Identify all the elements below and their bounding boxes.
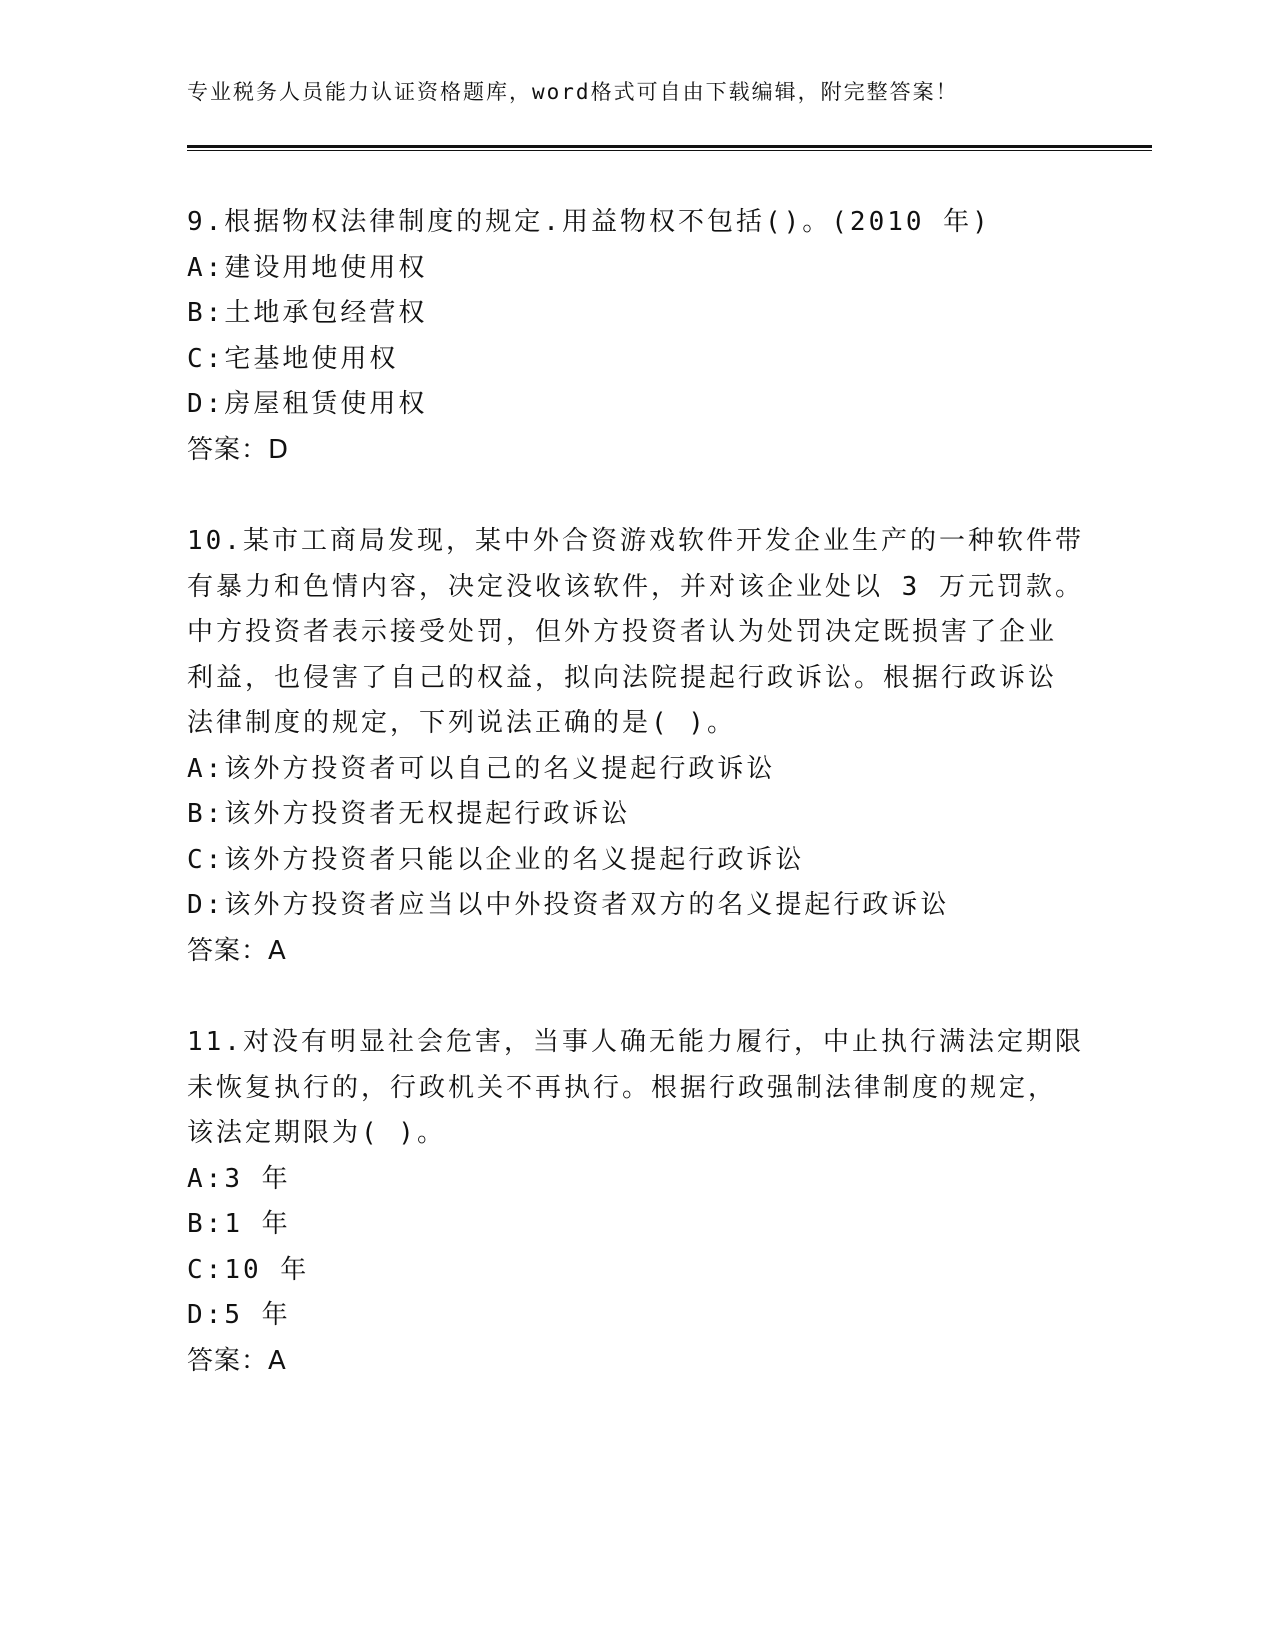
question-10 <box>187 519 1087 974</box>
option-d <box>187 382 1087 428</box>
option-text: 该外方投资者只能以企业的名义提起行政诉讼 <box>224 844 805 875</box>
answer-line: 答案：A <box>187 935 287 966</box>
option-text: 该外方投资者应当以中外投资者双方的名义提起行政诉讼 <box>224 890 950 920</box>
header-divider <box>187 145 1152 151</box>
option-d <box>187 883 1087 929</box>
stem-line: 9.根据物权法律制度的规定.用益物权不包括()。(2010 年) <box>187 207 991 237</box>
option-c <box>187 838 1087 884</box>
stem-line: 利益，也侵害了自己的权益，拟向法院提起行政诉讼。根据行政诉讼 <box>187 662 1058 693</box>
option-text: 10 年 <box>224 1254 310 1285</box>
stem-line: 法律制度的规定，下列说法正确的是( )。 <box>187 708 736 738</box>
option-text: 该外方投资者可以自己的名义提起行政诉讼 <box>224 753 776 784</box>
question-stem <box>187 1020 1087 1157</box>
answer-line: 答案：A <box>187 1345 287 1376</box>
option-label: C: <box>187 844 225 875</box>
option-label: D: <box>187 389 225 419</box>
option-label: B: <box>187 799 225 829</box>
stem-line: 未恢复执行的，行政机关不再执行。根据行政强制法律制度的规定， <box>187 1072 1058 1103</box>
option-label: D: <box>187 1300 225 1330</box>
option-a <box>187 246 1087 292</box>
option-text: 房屋租赁使用权 <box>224 389 428 419</box>
stem-line: 10.某市工商局发现，某中外合资游戏软件开发企业生产的一种软件带 <box>187 526 1084 556</box>
option-text: 土地承包经营权 <box>224 298 428 328</box>
option-text: 5 年 <box>224 1300 291 1330</box>
stem-line: 11.对没有明显社会危害，当事人确无能力履行，中止执行满法定期限 <box>187 1027 1084 1057</box>
question-list <box>187 200 1087 1430</box>
option-label: A: <box>187 1163 225 1194</box>
stem-line: 该法定期限为( )。 <box>187 1118 446 1148</box>
option-c <box>187 337 1087 383</box>
option-label: B: <box>187 298 225 328</box>
option-label: B: <box>187 1209 225 1239</box>
option-text: 3 年 <box>224 1163 291 1194</box>
option-label: A: <box>187 753 225 784</box>
question-9 <box>187 200 1087 473</box>
question-stem <box>187 200 1087 246</box>
option-text: 宅基地使用权 <box>224 343 399 374</box>
option-b <box>187 792 1087 838</box>
option-a <box>187 1157 1087 1203</box>
option-d <box>187 1293 1087 1339</box>
option-c <box>187 1248 1087 1294</box>
option-a <box>187 747 1087 793</box>
page-header: 专业税务人员能力认证资格题库，word格式可自由下载编辑，附完整答案！ <box>187 80 959 104</box>
option-label: A: <box>187 252 225 283</box>
option-label: C: <box>187 1254 225 1285</box>
option-text: 建设用地使用权 <box>224 252 428 283</box>
option-label: C: <box>187 343 225 374</box>
option-b <box>187 291 1087 337</box>
stem-line: 有暴力和色情内容，决定没收该软件，并对该企业处以 3 万元罚款。 <box>187 571 1084 602</box>
option-text: 1 年 <box>224 1209 291 1239</box>
option-text: 该外方投资者无权提起行政诉讼 <box>224 799 631 829</box>
question-11 <box>187 1020 1087 1384</box>
option-label: D: <box>187 890 225 920</box>
option-b <box>187 1202 1087 1248</box>
answer-line: 答案：D <box>187 434 290 465</box>
question-stem <box>187 519 1087 747</box>
stem-line: 中方投资者表示接受处罚，但外方投资者认为处罚决定既损害了企业 <box>187 617 1058 647</box>
